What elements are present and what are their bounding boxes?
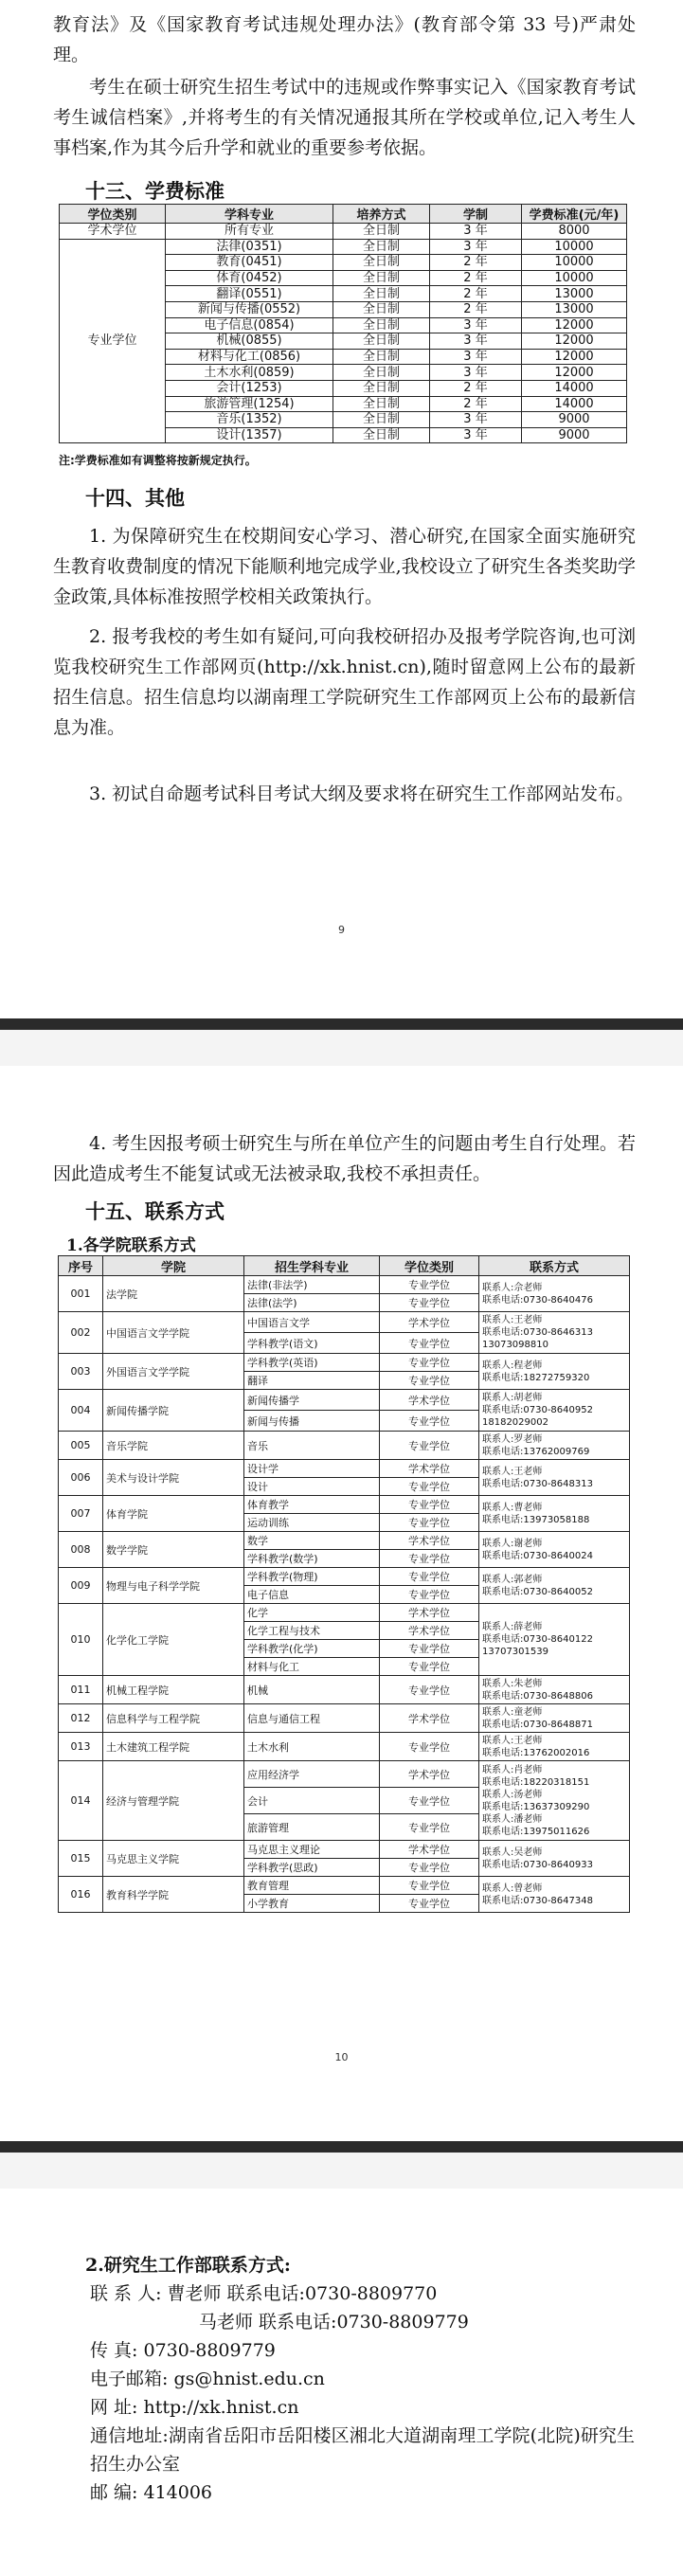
college-name: 新闻传播学院 bbox=[103, 1390, 244, 1432]
college-name: 马克思主义学院 bbox=[103, 1841, 244, 1877]
postcode-line: 邮 编: 414006 bbox=[90, 2482, 213, 2503]
college-number: 003 bbox=[59, 1354, 103, 1390]
major: 新闻与传播(0552) bbox=[166, 301, 333, 317]
college-name: 物理与电子科学学院 bbox=[103, 1568, 244, 1604]
tuition-fee: 13000 bbox=[522, 286, 627, 302]
major: 体育(0452) bbox=[166, 270, 333, 286]
contact-line: 联系电话:0730-8646313 bbox=[482, 1327, 593, 1338]
enrollment-major: 应用经济学 bbox=[244, 1761, 380, 1788]
tuition-fee: 9000 bbox=[522, 412, 627, 428]
paragraph-integrity-record: 考生在硕士研究生招生考试中的违规或作弊事实记入《国家教育考试考生诚信档案》,并将考生的有关情况通报其所在学校或单位,记入考生人事档案,作为其今后升学和就业的重要参考依据。 bbox=[53, 77, 636, 158]
duration: 3 年 bbox=[430, 239, 522, 255]
major: 教育(0451) bbox=[166, 255, 333, 271]
college-number: 005 bbox=[59, 1432, 103, 1460]
column-header: 学科专业 bbox=[166, 205, 333, 224]
major: 所有专业 bbox=[166, 224, 333, 240]
contact-line: 联系人:佘老师 bbox=[482, 1282, 543, 1293]
study-mode: 全日制 bbox=[333, 380, 430, 396]
major: 音乐(1352) bbox=[166, 412, 333, 428]
enrollment-major: 新闻与传播 bbox=[244, 1411, 380, 1432]
column-header: 序号 bbox=[59, 1256, 103, 1276]
enrollment-major: 化学 bbox=[244, 1604, 380, 1622]
study-mode: 全日制 bbox=[333, 286, 430, 302]
tuition-fee: 14000 bbox=[522, 380, 627, 396]
college-name: 化学化工学院 bbox=[103, 1604, 244, 1676]
major: 设计(1357) bbox=[166, 427, 333, 443]
table-row bbox=[59, 1676, 630, 1704]
college-contact bbox=[479, 1604, 630, 1676]
contact-line: 联系电话:0730-8640024 bbox=[482, 1550, 593, 1561]
college-contact bbox=[479, 1532, 630, 1568]
degree-category: 学术学位 bbox=[60, 224, 166, 240]
enrollment-major: 音乐 bbox=[244, 1432, 380, 1460]
study-mode: 全日制 bbox=[333, 301, 430, 317]
contact-line: 联系电话:13975011626 bbox=[482, 1826, 590, 1837]
table-row bbox=[59, 1568, 630, 1586]
college-contact bbox=[479, 1761, 630, 1841]
enrollment-major: 翻译 bbox=[244, 1372, 380, 1390]
column-header: 学制 bbox=[430, 205, 522, 224]
email-line: 电子邮箱: gs@hnist.edu.cn bbox=[90, 2369, 325, 2389]
college-number: 007 bbox=[59, 1496, 103, 1532]
enrollment-major: 电子信息 bbox=[244, 1586, 380, 1604]
enrollment-major: 材料与化工 bbox=[244, 1658, 380, 1676]
college-number: 006 bbox=[59, 1460, 103, 1496]
degree-category: 专业学位 bbox=[380, 1877, 479, 1895]
table-row bbox=[60, 239, 627, 255]
major: 会计(1253) bbox=[166, 380, 333, 396]
contact-line: 联系人:王老师 bbox=[482, 1315, 543, 1325]
college-name: 土木建筑工程学院 bbox=[103, 1733, 244, 1761]
column-header: 学位类别 bbox=[60, 205, 166, 224]
college-contacts-title: 1.各学院联系方式 bbox=[66, 1236, 196, 1255]
duration: 2 年 bbox=[430, 270, 522, 286]
enrollment-major: 中国语言文学 bbox=[244, 1312, 380, 1333]
enrollment-major: 机械 bbox=[244, 1676, 380, 1704]
study-mode: 全日制 bbox=[333, 317, 430, 333]
enrollment-major: 数学 bbox=[244, 1532, 380, 1550]
college-contact bbox=[479, 1354, 630, 1390]
contact-line: 联系人:王老师 bbox=[482, 1735, 543, 1746]
document-page-11 bbox=[0, 2189, 683, 2576]
college-name: 体育学院 bbox=[103, 1496, 244, 1532]
degree-category: 专业学位 bbox=[380, 1895, 479, 1913]
column-header: 学位类别 bbox=[380, 1256, 479, 1276]
college-contact-table bbox=[58, 1255, 630, 1913]
degree-category: 专业学位 bbox=[380, 1372, 479, 1390]
contact-line: 联系电话:0730-8640933 bbox=[482, 1859, 593, 1870]
study-mode: 全日制 bbox=[333, 396, 430, 412]
degree-category: 专业学位 bbox=[380, 1550, 479, 1568]
enrollment-major: 信息与通信工程 bbox=[244, 1704, 380, 1733]
tuition-fee: 14000 bbox=[522, 396, 627, 412]
degree-category: 学术学位 bbox=[380, 1532, 479, 1550]
college-name: 音乐学院 bbox=[103, 1432, 244, 1460]
contact-person-line: 马老师 联系电话:0730-8809779 bbox=[199, 2312, 469, 2333]
paragraph-scholarship: 1. 为保障研究生在校期间安心学习、潜心研究,在国家全面实施研究生教育收费制度的情况下能顺利地完成学业,我校设立了研究生各类奖助学金政策,具体标准按照学校相关政策执行。 bbox=[53, 526, 636, 607]
contact-line: 联系人:程老师 bbox=[482, 1360, 543, 1371]
study-mode: 全日制 bbox=[333, 412, 430, 428]
enrollment-major: 新闻传播学 bbox=[244, 1390, 380, 1411]
duration: 3 年 bbox=[430, 224, 522, 240]
table-row bbox=[59, 1432, 630, 1460]
college-contact bbox=[479, 1390, 630, 1432]
degree-category: 专业学位 bbox=[380, 1733, 479, 1761]
degree-category: 专业学位 bbox=[380, 1814, 479, 1841]
duration: 2 年 bbox=[430, 380, 522, 396]
page-separator bbox=[0, 2141, 683, 2153]
major: 土木水利(0859) bbox=[166, 365, 333, 381]
college-name: 数学学院 bbox=[103, 1532, 244, 1568]
degree-category: 专业学位 bbox=[380, 1333, 479, 1354]
column-header: 学院 bbox=[103, 1256, 244, 1276]
contact-line: 联系电话:0730-8647348 bbox=[482, 1895, 593, 1906]
degree-category: 专业学位 bbox=[380, 1496, 479, 1514]
college-name: 美术与设计学院 bbox=[103, 1460, 244, 1496]
duration: 3 年 bbox=[430, 412, 522, 428]
enrollment-major: 教育管理 bbox=[244, 1877, 380, 1895]
section-13-title: 十三、学费标准 bbox=[85, 180, 225, 203]
college-name: 中国语言文学学院 bbox=[103, 1312, 244, 1354]
document-page-9 bbox=[0, 0, 683, 1018]
study-mode: 全日制 bbox=[333, 270, 430, 286]
contact-line: 联系电话:0730-8648871 bbox=[482, 1719, 593, 1730]
college-name: 经济与管理学院 bbox=[103, 1761, 244, 1841]
contact-line: 联系人:肖老师 bbox=[482, 1764, 543, 1775]
contact-line: 联系电话:18272759320 bbox=[482, 1372, 590, 1383]
enrollment-major: 设计学 bbox=[244, 1460, 380, 1478]
section-14-title: 十四、其他 bbox=[85, 487, 185, 510]
table-row bbox=[59, 1877, 630, 1895]
address-line: 通信地址:湖南省岳阳市岳阳楼区湘北大道湖南理工学院(北院)研究生招生办公室 bbox=[90, 2425, 635, 2475]
degree-category: 学术学位 bbox=[380, 1312, 479, 1333]
tuition-fee: 8000 bbox=[522, 224, 627, 240]
website-line: 网 址: http://xk.hnist.cn bbox=[90, 2397, 299, 2418]
document-page-10 bbox=[0, 1066, 683, 2141]
college-contact bbox=[479, 1676, 630, 1704]
degree-category: 专业学位 bbox=[380, 1514, 479, 1532]
contact-line: 联系人:朱老师 bbox=[482, 1678, 543, 1689]
college-number: 016 bbox=[59, 1877, 103, 1913]
study-mode: 全日制 bbox=[333, 224, 430, 240]
table-row bbox=[60, 224, 627, 240]
college-name: 教育科学学院 bbox=[103, 1877, 244, 1913]
tuition-fee: 9000 bbox=[522, 427, 627, 443]
college-contact bbox=[479, 1733, 630, 1761]
table-row bbox=[59, 1354, 630, 1372]
column-header: 培养方式 bbox=[333, 205, 430, 224]
degree-category: 学术学位 bbox=[380, 1622, 479, 1640]
table-row bbox=[59, 1704, 630, 1733]
contact-person-line: 联 系 人: 曹老师 联系电话:0730-8809770 bbox=[90, 2283, 438, 2304]
major: 电子信息(0854) bbox=[166, 317, 333, 333]
tuition-fee: 10000 bbox=[522, 255, 627, 271]
college-number: 009 bbox=[59, 1568, 103, 1604]
table-header-row bbox=[60, 205, 627, 224]
page-number: 9 bbox=[338, 924, 345, 936]
table-row bbox=[59, 1604, 630, 1622]
contact-line: 联系人:吴老师 bbox=[482, 1846, 543, 1858]
table-row bbox=[59, 1496, 630, 1514]
table-row bbox=[59, 1841, 630, 1859]
contact-line: 联系电话:0730-8648806 bbox=[482, 1690, 593, 1702]
degree-category: 专业学位 bbox=[380, 1640, 479, 1658]
column-header: 学费标准(元/年) bbox=[522, 205, 627, 224]
college-number: 004 bbox=[59, 1390, 103, 1432]
college-contact bbox=[479, 1568, 630, 1604]
degree-category: 专业学位 bbox=[380, 1432, 479, 1460]
table-row bbox=[59, 1276, 630, 1294]
tuition-fee: 10000 bbox=[522, 270, 627, 286]
contact-line: 联系电话:13637309290 bbox=[482, 1801, 590, 1812]
duration: 3 年 bbox=[430, 349, 522, 365]
paragraph-inquiry: 2. 报考我校的考生如有疑问,可向我校研招办及报考学院咨询,也可浏览我校研究生工作部网页(http://xk.hnist.cn),随时留意网上公布的最新招生信息。招生信息均以湖南理工学院研究生工作部网页上公布的最新信息为准。 bbox=[53, 626, 636, 738]
table-row bbox=[59, 1390, 630, 1411]
degree-category: 专业学位 bbox=[380, 1478, 479, 1496]
degree-category: 专业学位 bbox=[380, 1276, 479, 1294]
contact-line: 联系电话:0730-8640052 bbox=[482, 1586, 593, 1597]
enrollment-major: 设计 bbox=[244, 1478, 380, 1496]
section-15-title: 十五、联系方式 bbox=[85, 1200, 225, 1223]
table-row bbox=[59, 1761, 630, 1788]
college-contact bbox=[479, 1496, 630, 1532]
contact-line: 联系人:谢老师 bbox=[482, 1538, 543, 1549]
contact-line: 13073098810 bbox=[482, 1340, 548, 1350]
table-row bbox=[59, 1733, 630, 1761]
tuition-fee: 13000 bbox=[522, 301, 627, 317]
college-name: 机械工程学院 bbox=[103, 1676, 244, 1704]
enrollment-major: 学科教学(物理) bbox=[244, 1568, 380, 1586]
degree-category: 学术学位 bbox=[380, 1761, 479, 1788]
tuition-fee: 12000 bbox=[522, 317, 627, 333]
contact-line: 联系人:潘老师 bbox=[482, 1813, 543, 1825]
page-separator bbox=[0, 1018, 683, 1030]
enrollment-major: 土木水利 bbox=[244, 1733, 380, 1761]
enrollment-major: 旅游管理 bbox=[244, 1814, 380, 1841]
duration: 3 年 bbox=[430, 365, 522, 381]
college-contact bbox=[479, 1877, 630, 1913]
contact-line: 联系人:童老师 bbox=[482, 1706, 543, 1718]
duration: 3 年 bbox=[430, 427, 522, 443]
contact-line: 13707301539 bbox=[482, 1647, 548, 1657]
degree-category: 专业学位 bbox=[380, 1586, 479, 1604]
college-contact bbox=[479, 1312, 630, 1354]
college-contact bbox=[479, 1276, 630, 1312]
tuition-fee: 12000 bbox=[522, 365, 627, 381]
college-name: 外国语言文学学院 bbox=[103, 1354, 244, 1390]
contact-line: 联系电话:0730-8640952 bbox=[482, 1405, 593, 1415]
enrollment-major: 会计 bbox=[244, 1788, 380, 1814]
study-mode: 全日制 bbox=[333, 255, 430, 271]
page-number: 10 bbox=[334, 2051, 349, 2063]
enrollment-major: 体育教学 bbox=[244, 1496, 380, 1514]
contact-line: 联系电话:0730-8640476 bbox=[482, 1294, 593, 1306]
study-mode: 全日制 bbox=[333, 349, 430, 365]
contact-line: 联系电话:13762009769 bbox=[482, 1446, 590, 1457]
contact-line: 联系人:胡老师 bbox=[482, 1393, 543, 1403]
college-number: 001 bbox=[59, 1276, 103, 1312]
enrollment-major: 学科教学(化学) bbox=[244, 1640, 380, 1658]
enrollment-major: 法律(法学) bbox=[244, 1294, 380, 1312]
contact-line: 联系人:薛老师 bbox=[482, 1622, 543, 1632]
fee-note: 注:学费标准如有调整将按新规定执行。 bbox=[59, 454, 257, 467]
college-number: 012 bbox=[59, 1704, 103, 1733]
paragraph-syllabus: 3. 初试自命题考试科目考试大纲及要求将在研究生工作部网站发布。 bbox=[89, 784, 635, 804]
degree-category: 学术学位 bbox=[380, 1390, 479, 1411]
contact-line: 联系人:罗老师 bbox=[482, 1433, 543, 1445]
degree-category: 专业学位 bbox=[380, 1568, 479, 1586]
tuition-fee: 10000 bbox=[522, 239, 627, 255]
duration: 3 年 bbox=[430, 317, 522, 333]
contact-line: 联系电话:0730-8648313 bbox=[482, 1478, 593, 1489]
degree-category: 专业学位 bbox=[60, 239, 166, 443]
degree-category: 学术学位 bbox=[380, 1460, 479, 1478]
college-number: 013 bbox=[59, 1733, 103, 1761]
table-row bbox=[59, 1312, 630, 1333]
major: 旅游管理(1254) bbox=[166, 396, 333, 412]
degree-category: 学术学位 bbox=[380, 1604, 479, 1622]
college-number: 011 bbox=[59, 1676, 103, 1704]
table-row bbox=[59, 1532, 630, 1550]
table-row bbox=[59, 1460, 630, 1478]
duration: 2 年 bbox=[430, 255, 522, 271]
college-contact bbox=[479, 1432, 630, 1460]
enrollment-major: 小学教育 bbox=[244, 1895, 380, 1913]
contact-line: 联系电话:0730-8640122 bbox=[482, 1634, 593, 1645]
table-header-row bbox=[59, 1256, 630, 1276]
degree-category: 专业学位 bbox=[380, 1294, 479, 1312]
contact-line: 联系人:汤老师 bbox=[482, 1789, 543, 1800]
degree-category: 学术学位 bbox=[380, 1704, 479, 1733]
college-number: 014 bbox=[59, 1761, 103, 1841]
college-contact bbox=[479, 1460, 630, 1496]
fee-standard-table bbox=[59, 204, 627, 443]
degree-category: 专业学位 bbox=[380, 1788, 479, 1814]
duration: 2 年 bbox=[430, 301, 522, 317]
study-mode: 全日制 bbox=[333, 427, 430, 443]
major: 材料与化工(0856) bbox=[166, 349, 333, 365]
duration: 3 年 bbox=[430, 333, 522, 350]
enrollment-major: 化学工程与技术 bbox=[244, 1622, 380, 1640]
contact-line: 联系电话:13762002016 bbox=[482, 1747, 590, 1758]
college-contact bbox=[479, 1704, 630, 1733]
enrollment-major: 学科教学(思政) bbox=[244, 1859, 380, 1877]
duration: 2 年 bbox=[430, 286, 522, 302]
study-mode: 全日制 bbox=[333, 239, 430, 255]
contact-line: 联系电话:18220318151 bbox=[482, 1776, 590, 1788]
major: 翻译(0551) bbox=[166, 286, 333, 302]
enrollment-major: 法律(非法学) bbox=[244, 1276, 380, 1294]
college-name: 信息科学与工程学院 bbox=[103, 1704, 244, 1733]
column-header: 联系方式 bbox=[479, 1256, 630, 1276]
enrollment-major: 运动训练 bbox=[244, 1514, 380, 1532]
enrollment-major: 学科教学(数学) bbox=[244, 1550, 380, 1568]
duration: 2 年 bbox=[430, 396, 522, 412]
college-number: 010 bbox=[59, 1604, 103, 1676]
paragraph-unit-issue: 4. 考生因报考硕士研究生与所在单位产生的问题由考生自行处理。若因此造成考生不能复试或无法被录取,我校不承担责任。 bbox=[53, 1133, 636, 1184]
study-mode: 全日制 bbox=[333, 333, 430, 350]
major: 法律(0351) bbox=[166, 239, 333, 255]
college-contact bbox=[479, 1841, 630, 1877]
contact-line: 联系人:王老师 bbox=[482, 1466, 543, 1477]
enrollment-major: 马克思主义理论 bbox=[244, 1841, 380, 1859]
enrollment-major: 学科教学(英语) bbox=[244, 1354, 380, 1372]
degree-category: 专业学位 bbox=[380, 1354, 479, 1372]
contact-line: 联系人:曾老师 bbox=[482, 1882, 543, 1894]
college-number: 015 bbox=[59, 1841, 103, 1877]
contact-line: 联系电话:13973058188 bbox=[482, 1514, 590, 1525]
degree-category: 专业学位 bbox=[380, 1676, 479, 1704]
contact-line: 18182029002 bbox=[482, 1417, 548, 1428]
college-number: 008 bbox=[59, 1532, 103, 1568]
degree-category: 学术学位 bbox=[380, 1841, 479, 1859]
fax-line: 传 真: 0730-8809779 bbox=[90, 2340, 276, 2361]
enrollment-major: 学科教学(语文) bbox=[244, 1333, 380, 1354]
college-name: 法学院 bbox=[103, 1276, 244, 1312]
tuition-fee: 12000 bbox=[522, 349, 627, 365]
major: 机械(0855) bbox=[166, 333, 333, 350]
degree-category: 专业学位 bbox=[380, 1658, 479, 1676]
tuition-fee: 12000 bbox=[522, 333, 627, 350]
college-number: 002 bbox=[59, 1312, 103, 1354]
study-mode: 全日制 bbox=[333, 365, 430, 381]
contact-line: 联系人:郭老师 bbox=[482, 1574, 543, 1585]
degree-category: 专业学位 bbox=[380, 1411, 479, 1432]
degree-category: 专业学位 bbox=[380, 1859, 479, 1877]
paragraph-intro: 教育法》及《国家教育考试违规处理办法》(教育部令第 33 号)严肃处理。 bbox=[53, 14, 636, 65]
graduate-office-contacts-title: 2.研究生工作部联系方式: bbox=[85, 2255, 291, 2276]
contact-line: 联系人:曹老师 bbox=[482, 1502, 543, 1513]
column-header: 招生学科专业 bbox=[244, 1256, 380, 1276]
